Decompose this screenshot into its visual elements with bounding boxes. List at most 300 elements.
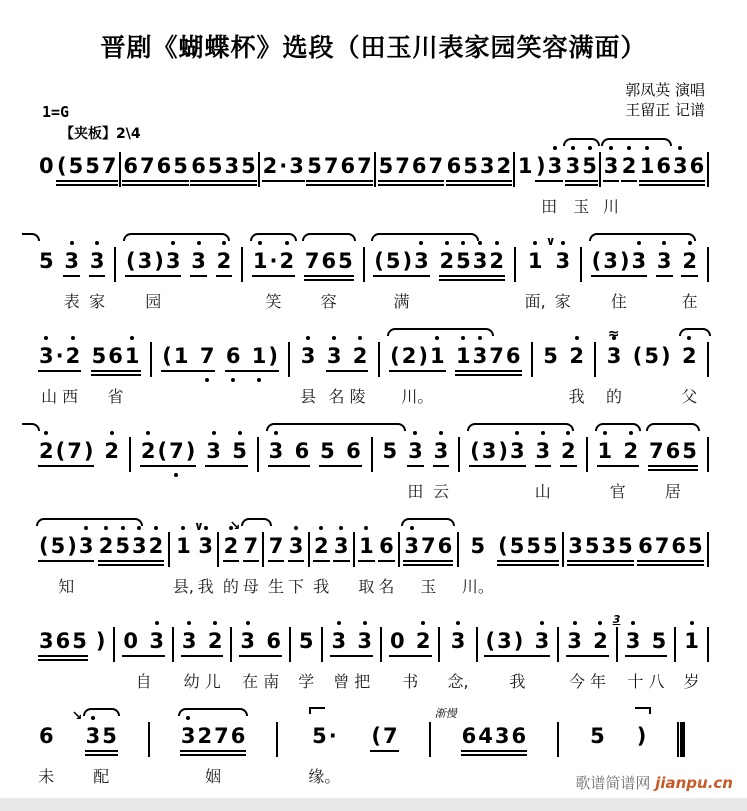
- beam-underline: [243, 560, 260, 562]
- barline: [148, 722, 150, 757]
- note-char: (: [632, 343, 643, 368]
- octave-dot-above: [421, 621, 425, 625]
- lyric: [598, 574, 603, 596]
- note-text: [407, 438, 424, 464]
- beam-underline: [461, 754, 528, 756]
- watermark-site-url[interactable]: jianpu.cn: [655, 774, 733, 792]
- note-char: 1: [173, 343, 189, 368]
- lyric: [196, 289, 201, 311]
- note-char: 6: [39, 723, 54, 748]
- beam-underline: [439, 279, 506, 281]
- tiein-mark: [22, 423, 40, 431]
- lyric: [627, 194, 632, 216]
- octave-dot-above: [515, 431, 519, 435]
- beam-underline: [288, 560, 305, 562]
- beam-underline: [681, 275, 698, 277]
- beam-underline: [497, 560, 558, 562]
- note-char: 7: [268, 533, 284, 558]
- lyric: 面,: [524, 291, 546, 311]
- note-group: [554, 248, 571, 312]
- barline: [241, 247, 243, 282]
- note-char: 7: [199, 343, 216, 369]
- barline: [276, 722, 278, 757]
- beam-underline: [180, 750, 247, 752]
- lyric: 我: [509, 671, 526, 691]
- note-group: [190, 248, 207, 311]
- note-char: 5: [114, 533, 131, 559]
- octave-dot-above: [332, 336, 336, 340]
- note-text: [319, 438, 362, 464]
- note-char: 1: [252, 248, 269, 274]
- beam-underline: [469, 465, 525, 467]
- note-char: 2: [415, 628, 432, 654]
- beam-underline: [190, 180, 257, 182]
- note-group: [639, 153, 706, 216]
- note-char: 3: [356, 628, 373, 654]
- note-char: [190, 343, 199, 369]
- lyric: 曾 把: [333, 671, 371, 691]
- octave-dot-above: [566, 431, 570, 435]
- note-text: [389, 343, 445, 369]
- note-char: 3: [481, 438, 497, 463]
- note-group: [38, 153, 55, 216]
- beam-underline: [268, 465, 311, 467]
- beam-underline: [603, 180, 620, 182]
- barline: [113, 627, 115, 662]
- note-char: ): [67, 533, 77, 558]
- note-text: [262, 153, 305, 179]
- note-char: [524, 628, 533, 654]
- note-text: [450, 628, 467, 654]
- note-text: [304, 248, 354, 274]
- final-barline: [677, 722, 685, 757]
- note-char: 3: [479, 153, 495, 178]
- beam-underline: [91, 370, 141, 372]
- note-char: [641, 628, 650, 654]
- lyric: [649, 384, 654, 406]
- note-group: [122, 153, 189, 216]
- note-text: [358, 533, 375, 559]
- note-char: 6: [191, 153, 206, 178]
- note-char: 3: [472, 248, 489, 274]
- note-char: 3: [472, 343, 489, 369]
- note-text: [91, 343, 141, 369]
- note-group: [373, 248, 429, 312]
- note-text: [229, 518, 260, 559]
- note-text: [225, 343, 279, 369]
- note-group: [389, 343, 445, 407]
- slur-arc: [646, 423, 700, 431]
- lyric: 家: [89, 291, 106, 311]
- note-text: [38, 438, 94, 464]
- note-group: [484, 628, 550, 692]
- note-char: 2: [223, 533, 240, 559]
- note-char: 6: [108, 343, 123, 368]
- beam-underline: [180, 754, 247, 756]
- note-char: ): [619, 248, 630, 273]
- note-char: 3: [407, 438, 424, 464]
- octave-dot-above: [274, 431, 278, 435]
- note-char: ): [535, 153, 546, 178]
- slur-arc: [467, 423, 574, 431]
- beam-underline: [56, 180, 117, 182]
- note-char: ): [154, 248, 164, 273]
- note-text: [306, 153, 373, 179]
- note-group: [225, 343, 279, 406]
- octave-dot-above: [70, 241, 74, 245]
- barline: [129, 437, 131, 472]
- note-char: [241, 343, 250, 369]
- note-char: 3: [565, 153, 582, 179]
- note-group: [542, 343, 559, 406]
- note-char: ): [636, 723, 647, 748]
- barline: [557, 627, 559, 662]
- octave-dot-above: [629, 431, 633, 435]
- note-char: 3: [547, 153, 564, 179]
- note-group: [91, 343, 141, 407]
- octave-dot-above: [461, 336, 465, 340]
- note-char: 3: [333, 533, 350, 559]
- note-text: [612, 612, 668, 654]
- note-char: 2: [681, 343, 698, 369]
- octave-dot-above: [155, 621, 159, 625]
- octave-dot-above: [358, 336, 362, 340]
- octave-dot-above: [146, 431, 150, 435]
- note-char: 3: [450, 628, 467, 654]
- note-text: [433, 438, 450, 464]
- lyric: 表: [63, 291, 80, 311]
- note-char: [336, 438, 345, 464]
- grace-mark: 3: [612, 612, 621, 626]
- note-char: 5: [581, 153, 598, 179]
- octave-dot-above: [197, 241, 201, 245]
- note-group: [591, 248, 647, 312]
- lyric: 缘。: [308, 766, 341, 786]
- barline: [707, 247, 709, 282]
- barline: [374, 152, 376, 187]
- octave-dot-above: [285, 241, 289, 245]
- note-char: 5: [312, 723, 327, 748]
- note-char: 6: [156, 153, 172, 178]
- note-char: ): [268, 343, 279, 368]
- beam-underline: [597, 465, 640, 467]
- beam-underline: [223, 560, 240, 562]
- note-char: 3: [625, 628, 642, 654]
- note-char: 2: [621, 153, 638, 179]
- lyric: 未: [38, 766, 55, 786]
- note-char: 2: [216, 248, 233, 274]
- note-char: 1: [124, 343, 141, 369]
- note-char: 2: [439, 248, 456, 274]
- note-char: ·: [279, 153, 288, 178]
- note-group: [304, 248, 354, 312]
- note-char: 5: [509, 533, 525, 558]
- note-char: [139, 628, 148, 654]
- octave-dot-above: [571, 146, 575, 150]
- note-group: [378, 533, 395, 597]
- lyric: 母: [242, 576, 259, 596]
- note-text: [190, 248, 207, 274]
- note-char: 3: [224, 153, 240, 178]
- beam-underline: [567, 564, 634, 566]
- lyric: [98, 669, 103, 691]
- slur-arc: [123, 233, 230, 241]
- lyric: 云: [432, 481, 449, 501]
- lyric: [491, 764, 496, 786]
- lyric: 幼 儿: [183, 671, 221, 691]
- barline: [288, 342, 290, 377]
- note-group: [403, 533, 453, 597]
- note-char: (: [498, 533, 508, 558]
- note-char: 7: [420, 533, 436, 558]
- beam-underline: [591, 275, 647, 277]
- note-group: [205, 438, 248, 501]
- octave-dot-above: [478, 241, 482, 245]
- note-char: 5: [241, 153, 256, 178]
- lyric: 父: [681, 386, 698, 406]
- note-char: 3: [326, 343, 343, 369]
- slur-arc: [36, 518, 143, 526]
- note-char: 6: [656, 153, 672, 178]
- note-text: [313, 533, 330, 559]
- note-group: [455, 343, 522, 406]
- note-group: [38, 628, 88, 691]
- beam-underline: [38, 560, 94, 562]
- octave-dot-above: [104, 526, 108, 530]
- note-text: [597, 438, 640, 464]
- note-char: 3: [197, 533, 214, 559]
- octave-dot-above: [678, 146, 682, 150]
- beam-underline: [560, 465, 577, 467]
- note-char: 2: [197, 723, 213, 748]
- note-text: [122, 153, 189, 179]
- beam-underline: [122, 655, 165, 657]
- beam-underline: [389, 655, 432, 657]
- note-text: [103, 438, 120, 464]
- key-signature: 1=G: [42, 102, 70, 121]
- note-char: 3: [554, 248, 571, 274]
- note-text: [656, 248, 673, 274]
- score-line: [36, 438, 711, 506]
- beam-underline: [566, 655, 609, 657]
- octave-dot-above: [246, 621, 250, 625]
- slur-arc: [266, 423, 406, 431]
- note-text: [639, 153, 706, 179]
- note-char: 3: [403, 533, 420, 559]
- lyric: 念,: [447, 671, 469, 691]
- note-char: 7: [67, 438, 82, 463]
- beam-underline: [38, 465, 94, 467]
- note-char: [284, 438, 293, 464]
- beam-underline: [125, 275, 181, 277]
- note-text: [161, 343, 215, 369]
- beam-underline: [439, 275, 506, 277]
- note-text: [606, 325, 623, 369]
- note-char: 3: [137, 248, 153, 273]
- barline: [707, 532, 709, 567]
- slur-arc: [83, 708, 120, 716]
- beam-underline: [565, 184, 598, 186]
- note-char: 3: [606, 343, 623, 369]
- note-char: ): [418, 343, 428, 368]
- octave-dot-above: [181, 526, 185, 530]
- beam-underline: [358, 560, 375, 562]
- meta-row: [36, 80, 711, 121]
- note-char: 2: [207, 628, 224, 654]
- lyric: 家: [554, 291, 571, 311]
- slur-arc: [241, 518, 273, 526]
- lyric: 十 八: [627, 671, 665, 691]
- note-text: [373, 248, 429, 274]
- beam-underline: [306, 184, 373, 186]
- note-text: [637, 533, 704, 559]
- note-group: [524, 233, 556, 312]
- note-text: [621, 153, 638, 179]
- lyric: 我: [197, 576, 214, 596]
- lyric: 今 年: [568, 671, 607, 691]
- lyric: [338, 479, 343, 501]
- octave-dot-above: [363, 621, 367, 625]
- octave-dot-above: [171, 241, 175, 245]
- note-char: ·: [55, 343, 64, 368]
- note-group: [378, 153, 445, 216]
- note-group: [560, 438, 577, 501]
- note-char: 6: [437, 533, 453, 558]
- note-char: 3: [631, 248, 648, 274]
- octave-dot-above: [553, 146, 557, 150]
- lyric: [337, 194, 342, 216]
- beam-underline: [378, 184, 445, 186]
- note-char: 3: [534, 628, 551, 654]
- note-text: [469, 438, 525, 464]
- note-group: [389, 628, 432, 692]
- octave-dot-above: [478, 336, 482, 340]
- note-char: 5: [382, 438, 398, 463]
- barline: [217, 532, 219, 567]
- beam-underline: [89, 275, 106, 277]
- note-char: 5: [338, 248, 353, 273]
- note-char: 3: [148, 628, 165, 654]
- note-group: [172, 518, 204, 597]
- octave-dot-above: [130, 336, 134, 340]
- note-group: [319, 438, 362, 501]
- note-char: 7: [243, 533, 259, 558]
- note-char: 2: [488, 248, 505, 274]
- octave-dot-below: [205, 378, 209, 382]
- lyric: 川: [603, 196, 620, 216]
- barline: [599, 152, 601, 187]
- note-group: [497, 533, 558, 596]
- octave-dot-below: [231, 378, 235, 382]
- lyric: 在 南: [242, 671, 280, 691]
- lyric: [408, 194, 413, 216]
- note-char: 5: [385, 248, 401, 273]
- note-text: [38, 533, 94, 559]
- note-group: [535, 153, 563, 217]
- note-group: [632, 343, 672, 406]
- beam-underline: [239, 655, 282, 657]
- beam-underline: [535, 180, 563, 182]
- barline: [172, 627, 174, 662]
- slur-arc: [601, 138, 672, 146]
- barline: [353, 532, 355, 567]
- beam-underline: [161, 370, 215, 372]
- note-group: [38, 438, 94, 501]
- beam-underline: [205, 465, 248, 467]
- beam-underline: [304, 275, 354, 277]
- barline: [371, 437, 373, 472]
- note-group: [140, 438, 196, 501]
- beam-underline: [639, 184, 706, 186]
- barline: [258, 152, 260, 187]
- note-char: 6: [266, 628, 281, 653]
- performer-credit: 郭凤英 演唱: [625, 81, 705, 99]
- beam-underline: [98, 564, 165, 566]
- note-text: [378, 153, 445, 179]
- note-text: [38, 723, 55, 749]
- note-text: [190, 153, 257, 179]
- note-text: [439, 248, 506, 274]
- note-group: [621, 153, 638, 216]
- beam-underline: [225, 370, 279, 372]
- note-text: [403, 533, 453, 559]
- lyric: [495, 479, 500, 501]
- note-char: 1: [639, 153, 656, 179]
- note-char: 5: [50, 533, 66, 558]
- note-char: 7: [383, 723, 398, 748]
- lyric: 书: [402, 671, 419, 691]
- note-char: 5: [644, 343, 659, 368]
- note-char: 5: [618, 533, 633, 558]
- note-char: 2: [568, 343, 585, 369]
- lyric: [166, 479, 171, 501]
- beam-underline: [91, 374, 141, 376]
- note-char: [613, 438, 622, 464]
- note-char: 5: [455, 248, 472, 274]
- note-char: 3: [566, 628, 583, 654]
- note-char: 3: [568, 533, 583, 558]
- lyric: 田: [407, 481, 424, 501]
- barline: [513, 152, 515, 187]
- lyric: 在: [681, 291, 698, 311]
- barline: [168, 532, 170, 567]
- note-char: 4: [478, 723, 493, 748]
- note-text: [681, 248, 698, 274]
- note-char: ·: [269, 248, 278, 273]
- score-line: [36, 518, 711, 601]
- note-char: 3: [413, 248, 430, 274]
- lyric: [249, 384, 254, 406]
- barline: [363, 247, 365, 282]
- breath-mark: ∨: [545, 233, 556, 248]
- note-char: 0: [123, 628, 139, 653]
- slur-arc: [679, 328, 711, 336]
- note-group: [447, 628, 468, 692]
- note-char: 3: [165, 248, 182, 274]
- note-group: [268, 533, 285, 597]
- note-char: 3: [39, 628, 54, 653]
- slur-arc: [302, 233, 356, 241]
- note-char: [256, 628, 265, 654]
- note-text: [311, 723, 338, 749]
- octave-dot-above: [44, 431, 48, 435]
- lyric: [548, 384, 553, 406]
- note-char: 7: [489, 343, 504, 368]
- note-char: 5: [231, 438, 248, 464]
- note-group: [567, 533, 634, 596]
- note-group: [681, 343, 698, 407]
- note-text: [455, 343, 522, 369]
